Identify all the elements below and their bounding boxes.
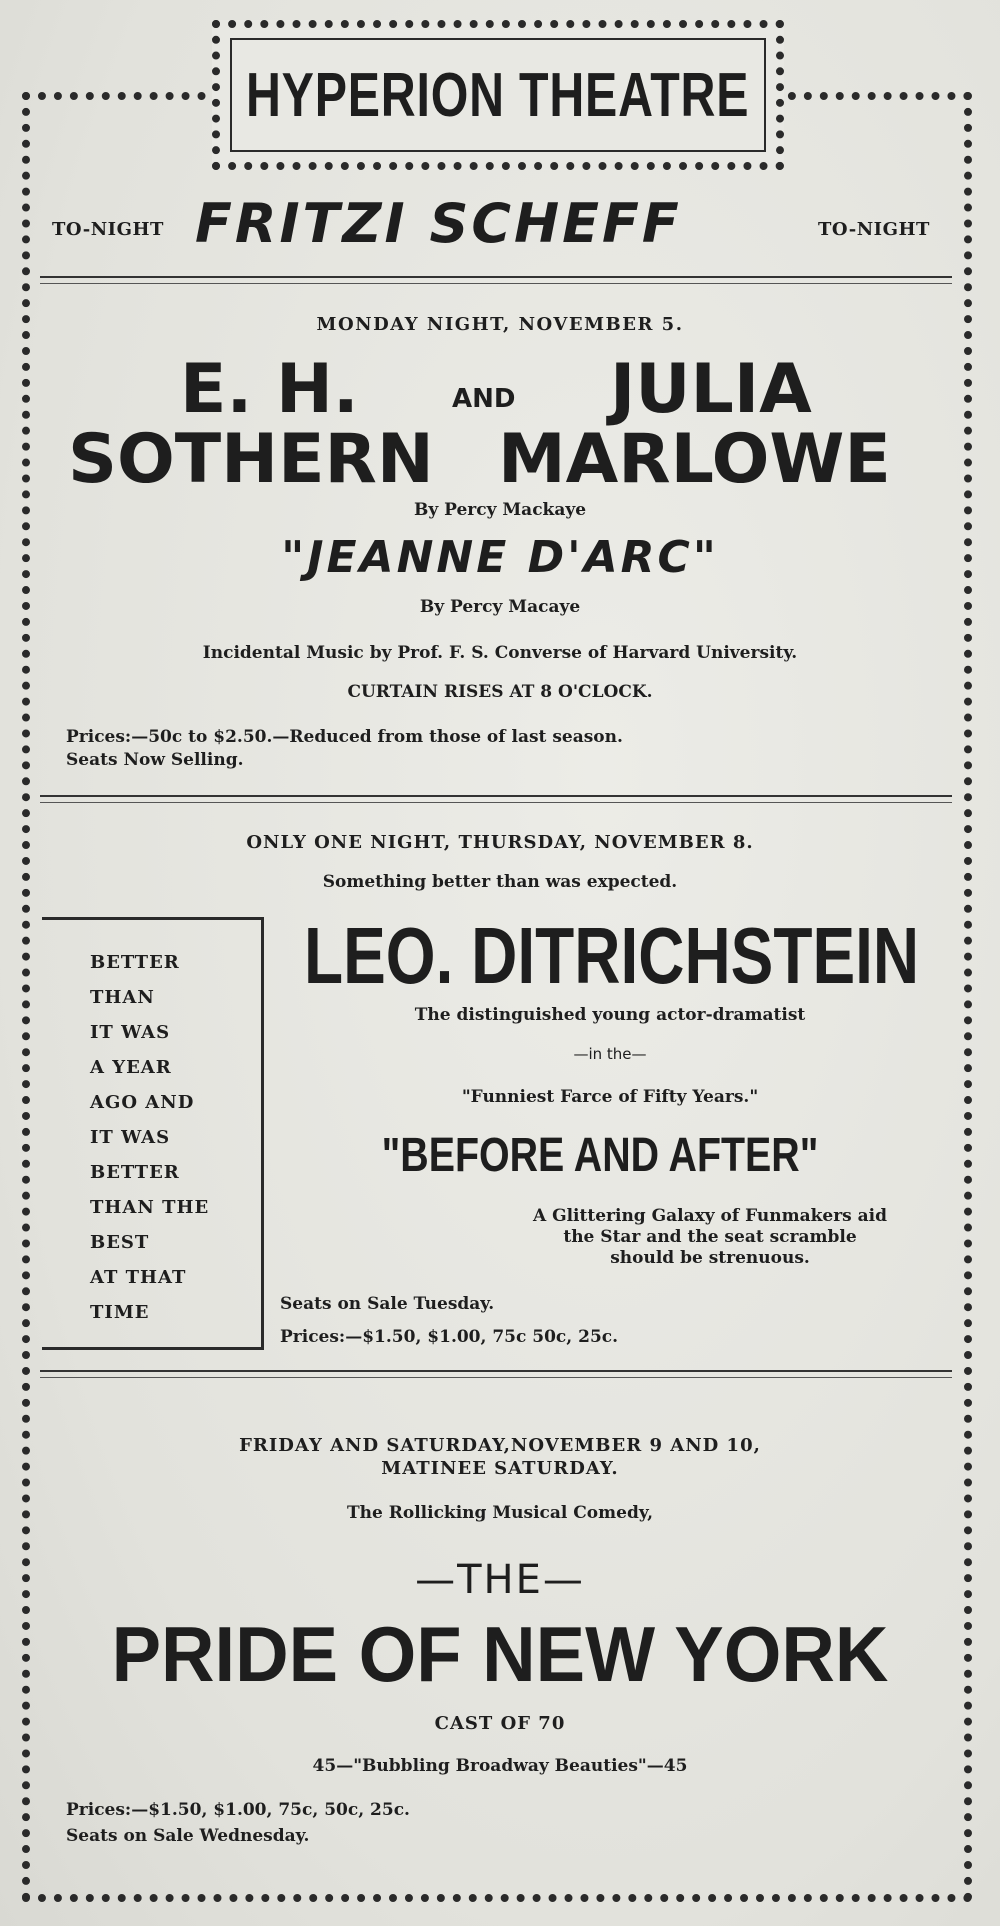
- side-line: BETTER: [90, 952, 180, 973]
- side-line: IT WAS: [90, 1127, 171, 1148]
- theatre-name-inner: [230, 38, 766, 152]
- marlowe-last: MARLOWE: [498, 420, 891, 499]
- marlowe-first: JULIA: [610, 350, 812, 429]
- blurb-line: A Glittering Galaxy of Funmakers aid: [532, 1206, 888, 1226]
- beauties-line: 45—"Bubbling Broadway Beauties"—45: [312, 1756, 688, 1776]
- divider: [40, 283, 952, 284]
- ditrichstein-name: LEO. DITRICHSTEIN: [304, 911, 920, 1000]
- section3-prices: Prices:—$1.50, $1.00, 75c, 50c, 25c.: [66, 1800, 410, 1820]
- theatre-name: HYPERION THEATRE: [246, 60, 750, 130]
- section1-prices: Prices:—50c to $2.50.—Reduced from those of last season.: [66, 727, 623, 747]
- curtain-time: CURTAIN RISES AT 8 O'CLOCK.: [347, 682, 653, 702]
- divider: [40, 795, 952, 797]
- divider: [40, 802, 952, 803]
- byline-2: By Percy Macaye: [419, 597, 581, 617]
- side-line: TIME: [90, 1302, 150, 1323]
- divider: [40, 276, 952, 278]
- play-title-1: "JEANNE D'ARC": [281, 532, 719, 583]
- blurb-line: the Star and the seat scramble: [563, 1227, 857, 1247]
- tonight-left: TO-NIGHT: [52, 219, 164, 240]
- in-the: —in the—: [573, 1045, 647, 1063]
- section2-tagline: Something better than was expected.: [322, 872, 678, 892]
- section1-date: MONDAY NIGHT, NOVEMBER 5.: [316, 314, 684, 335]
- side-line: BETTER: [90, 1162, 180, 1183]
- section3-sale: Seats on Sale Wednesday.: [66, 1826, 310, 1846]
- blurb-line: should be strenuous.: [610, 1248, 810, 1268]
- tonight-right: TO-NIGHT: [818, 219, 930, 240]
- section1-seats: Seats Now Selling.: [66, 750, 244, 770]
- sothern-first: E. H.: [180, 350, 359, 429]
- music-credit: Incidental Music by Prof. F. S. Converse of Harvard University.: [202, 643, 798, 663]
- section2-date: ONLY ONE NIGHT, THURSDAY, NOVEMBER 8.: [246, 832, 754, 853]
- sothern-last: SOTHERN: [68, 420, 434, 499]
- section2-prices: Prices:—$1.50, $1.00, 75c 50c, 25c.: [280, 1327, 619, 1347]
- and-word: AND: [452, 384, 516, 414]
- side-line: AGO AND: [90, 1092, 195, 1113]
- divider: [40, 1370, 952, 1372]
- section2-sale: Seats on Sale Tuesday.: [280, 1294, 495, 1314]
- comedy-kind: The Rollicking Musical Comedy,: [346, 1503, 654, 1523]
- side-line: AT THAT: [90, 1267, 187, 1288]
- play-title-2: "BEFORE AND AFTER": [381, 1129, 819, 1182]
- section3-date-1: FRIDAY AND SATURDAY,NOVEMBER 9 AND 10,: [239, 1435, 761, 1456]
- byline-1: By Percy Mackaye: [413, 500, 587, 520]
- side-line: IT WAS: [90, 1022, 171, 1043]
- theatre-name-box: [212, 20, 784, 170]
- farce-quote: "Funniest Farce of Fifty Years.": [461, 1087, 759, 1107]
- the-word: —THE—: [415, 1557, 585, 1603]
- pride-title: PRIDE OF NEW YORK: [111, 1610, 889, 1698]
- star-name: FRITZI SCHEFF: [195, 192, 682, 255]
- side-line: THAN THE: [90, 1197, 210, 1218]
- actor-description: The distinguished young actor-dramatist: [414, 1005, 806, 1025]
- side-line: THAN: [90, 987, 155, 1008]
- side-line: BEST: [90, 1232, 150, 1253]
- divider: [40, 1377, 952, 1378]
- cast-size: CAST OF 70: [434, 1713, 566, 1734]
- side-line: A YEAR: [90, 1057, 172, 1078]
- section3-date-2: MATINEE SATURDAY.: [381, 1458, 619, 1479]
